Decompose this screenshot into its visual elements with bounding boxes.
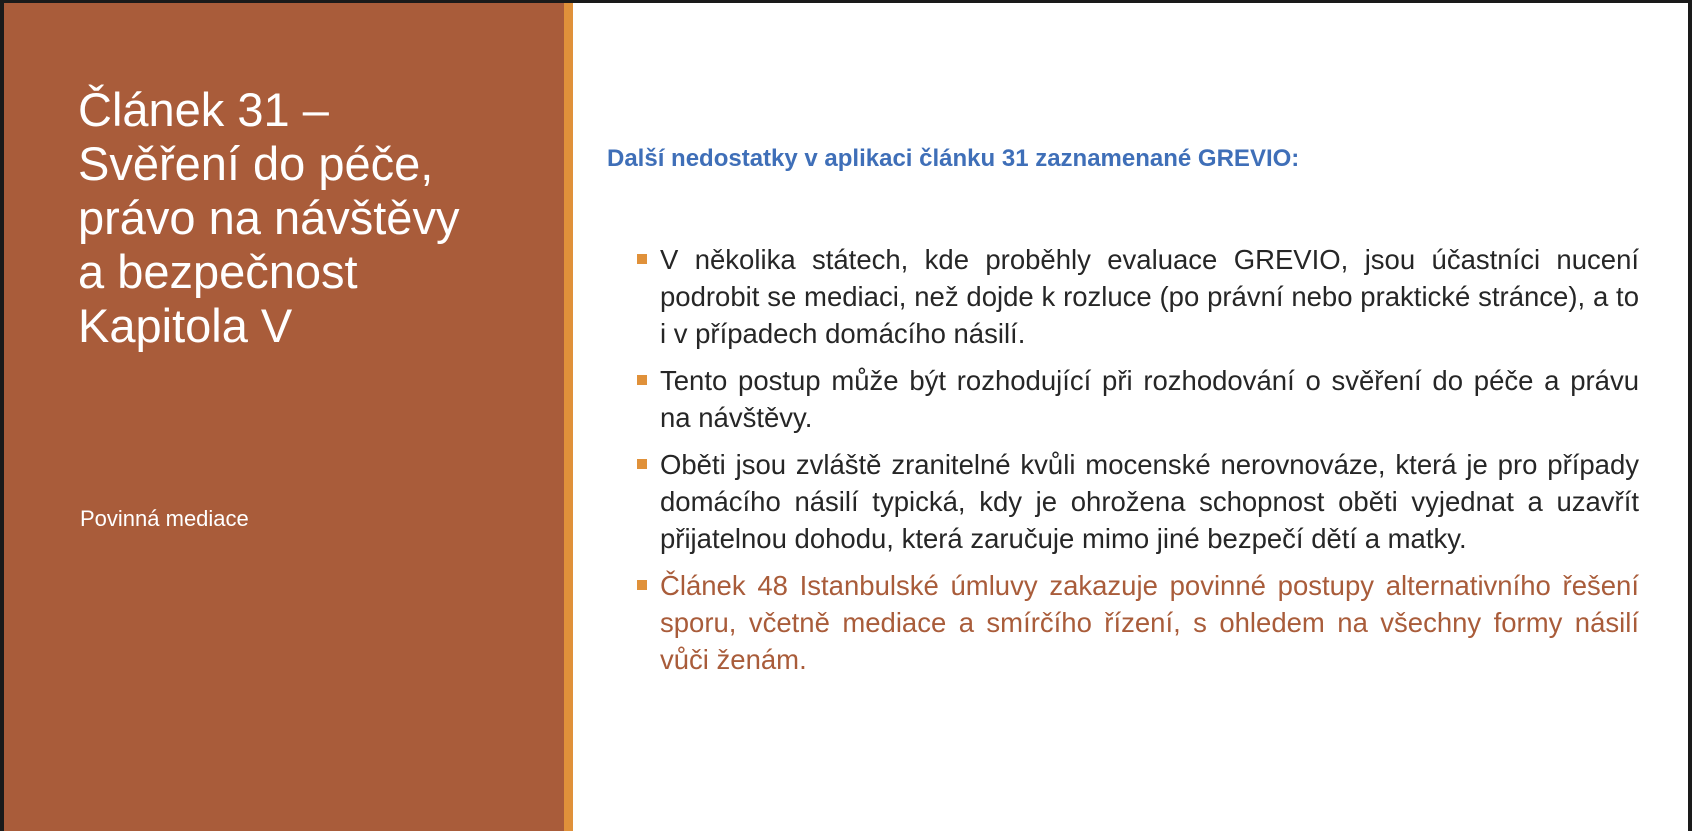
slide-subtitle: Povinná mediace [80,506,249,531]
bullet-text: Článek 48 Istanbulské úmluvy zakazuje povinné postupy alternativního řešení sporu, včetně mediace a smírčího řízení, s ohledem na všechny formy násilí vůči ženám. [660,570,1639,675]
bullet-item [634,241,1639,352]
square-bullet-icon [637,580,647,590]
bullet-item-emphasis [634,567,1639,678]
slide-title-line: Článek 31 – [78,83,329,136]
bullet-text: Tento postup může být rozhodující při rozhodování o svěření do péče a právu na návštěvy. [660,365,1639,433]
slide-title-line: Svěření do péče, [78,137,434,190]
bullet-list [634,241,1639,688]
bullet-text: V několika státech, kde proběhly evaluace GREVIO, jsou účastníci nucení podrobit se mediaci, než dojde k rozluce (po právní nebo praktické stránce), a to i v případech domácího násilí. [660,244,1639,349]
content-heading: Další nedostatky v aplikaci článku 31 zaznamenané GREVIO: [607,145,1300,172]
slide-title-line: právo na návštěvy [78,191,460,244]
square-bullet-icon [637,254,647,264]
slide-title [78,83,538,353]
title-panel [4,3,564,831]
bullet-item [634,362,1639,436]
bullet-text: Oběti jsou zvláště zranitelné kvůli mocenské nerovnováze, která je pro případy domácího násilí typická, kdy je ohrožena schopnost oběti vyjednat a uzavřít přijatelnou dohodu, která zaručuje mimo jiné bezpečí dětí a matky. [660,449,1639,554]
slide-title-line: Kapitola V [78,299,293,352]
slide-title-line: a bezpečnost [78,245,358,298]
square-bullet-icon [637,375,647,385]
bullet-item [634,446,1639,557]
accent-divider [564,3,573,831]
square-bullet-icon [637,459,647,469]
